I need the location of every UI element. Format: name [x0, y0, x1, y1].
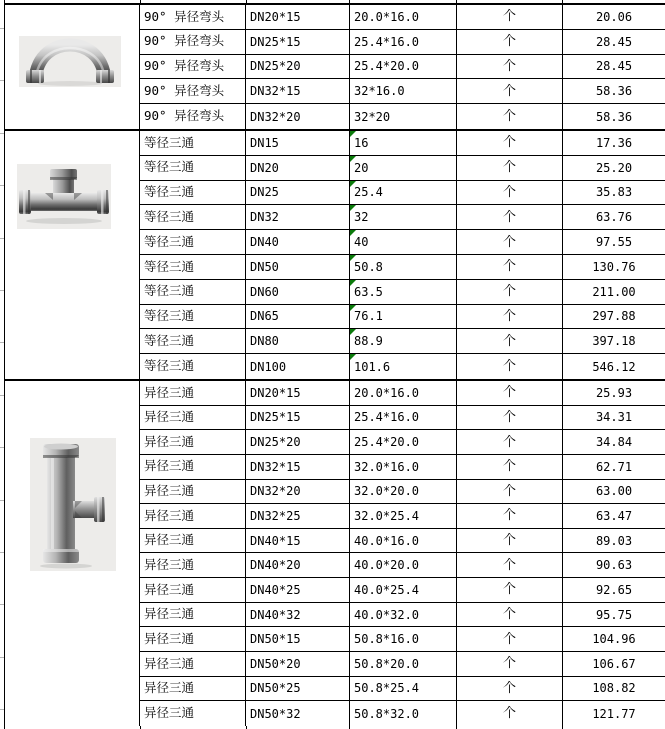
- product-name-cell[interactable]: 异径三通: [140, 603, 246, 627]
- product-name-cell[interactable]: 异径三通: [140, 578, 246, 602]
- price-cell[interactable]: 20.06: [595, 9, 633, 24]
- price-cell[interactable]: 90.63: [595, 558, 633, 573]
- spec-cell[interactable]: 40.0*16.0: [350, 529, 457, 553]
- product-name-cell[interactable]: 90° 异径弯头: [140, 5, 246, 29]
- spec-cell[interactable]: 20.0*16.0: [350, 381, 457, 405]
- product-name-cell[interactable]: 等径三通: [140, 280, 246, 304]
- section-rows: [140, 381, 665, 726]
- table-row: [140, 553, 665, 578]
- table-row: [140, 529, 665, 554]
- spec-cell[interactable]: 101.6: [350, 354, 457, 379]
- model-cell[interactable]: DN25*15: [246, 406, 350, 430]
- product-name-cell[interactable]: 等径三通: [140, 230, 246, 254]
- table-row: [140, 305, 665, 330]
- model-cell[interactable]: DN50*25: [246, 677, 350, 701]
- section-rows: [140, 131, 665, 379]
- price-cell[interactable]: 17.36: [595, 135, 633, 150]
- unit-cell[interactable]: 个: [457, 529, 563, 553]
- spec-cell[interactable]: 40: [350, 230, 457, 254]
- table-row: [140, 131, 665, 156]
- model-cell[interactable]: DN40*20: [246, 553, 350, 577]
- model-cell[interactable]: DN20: [246, 156, 350, 180]
- spec-cell[interactable]: 25.4*16.0: [350, 406, 457, 430]
- unit-cell[interactable]: 个: [457, 578, 563, 602]
- spec-cell[interactable]: 50.8*32.0: [350, 701, 457, 726]
- unit-cell[interactable]: 个: [457, 131, 563, 155]
- unit-cell[interactable]: 个: [457, 104, 563, 129]
- price-cell[interactable]: 89.03: [595, 533, 633, 548]
- product-name-cell[interactable]: 90° 异径弯头: [140, 79, 246, 103]
- table-row: [140, 430, 665, 455]
- unit-cell[interactable]: 个: [457, 255, 563, 279]
- product-name-cell[interactable]: 异径三通: [140, 652, 246, 676]
- product-name-cell[interactable]: 异径三通: [140, 430, 246, 454]
- unit-cell[interactable]: 个: [457, 280, 563, 304]
- product-name-cell[interactable]: 等径三通: [140, 205, 246, 229]
- product-name-cell[interactable]: 等径三通: [140, 354, 246, 379]
- spec-cell[interactable]: 20.0*16.0: [350, 5, 457, 29]
- product-name-cell[interactable]: 等径三通: [140, 156, 246, 180]
- table-row: [140, 255, 665, 280]
- unit-cell[interactable]: 个: [457, 381, 563, 405]
- spec-cell[interactable]: 40.0*20.0: [350, 553, 457, 577]
- product-photo-equal-tee[interactable]: [17, 164, 111, 229]
- price-cell[interactable]: 28.45: [595, 59, 633, 74]
- spec-cell[interactable]: 50.8*16.0: [350, 627, 457, 651]
- table-row: [140, 79, 665, 104]
- unit-cell[interactable]: 个: [457, 701, 563, 726]
- unit-cell[interactable]: 个: [457, 329, 563, 353]
- price-cell[interactable]: 97.55: [595, 235, 633, 250]
- unit-cell[interactable]: 个: [457, 627, 563, 651]
- table-row: [140, 381, 665, 406]
- product-name-cell[interactable]: 等径三通: [140, 181, 246, 205]
- product-name-cell[interactable]: 异径三通: [140, 553, 246, 577]
- price-cell[interactable]: 95.75: [595, 607, 633, 622]
- model-cell[interactable]: DN50*32: [246, 701, 350, 726]
- price-cell[interactable]: 297.88: [592, 309, 636, 324]
- table-row: [140, 578, 665, 603]
- empty-cell: [350, 0, 457, 3]
- product-name-cell[interactable]: 异径三通: [140, 677, 246, 701]
- model-cell[interactable]: DN25*20: [246, 55, 350, 79]
- price-cell[interactable]: 63.00: [595, 484, 633, 499]
- model-cell[interactable]: DN32: [246, 205, 350, 229]
- price-cell[interactable]: 108.82: [592, 681, 636, 696]
- spec-cell[interactable]: 32: [350, 205, 457, 229]
- unit-cell[interactable]: 个: [457, 430, 563, 454]
- price-cell[interactable]: 121.77: [592, 706, 636, 721]
- model-cell[interactable]: DN25*15: [246, 30, 350, 54]
- product-image-cell[interactable]: [5, 131, 140, 379]
- price-cell[interactable]: 211.00: [592, 284, 636, 299]
- spec-cell[interactable]: 40.0*32.0: [350, 603, 457, 627]
- product-name-cell[interactable]: 异径三通: [140, 480, 246, 504]
- unit-cell[interactable]: 个: [457, 480, 563, 504]
- model-cell[interactable]: DN20*15: [246, 381, 350, 405]
- spec-cell[interactable]: 32.0*25.4: [350, 504, 457, 528]
- unit-cell[interactable]: 个: [457, 5, 563, 29]
- table-row: [140, 504, 665, 529]
- product-name-cell[interactable]: 90° 异径弯头: [140, 30, 246, 54]
- table-row: [140, 30, 665, 55]
- price-cell[interactable]: 34.84: [595, 435, 633, 450]
- model-cell[interactable]: DN40*25: [246, 578, 350, 602]
- product-name-cell[interactable]: 等径三通: [140, 131, 246, 155]
- table-row: [140, 230, 665, 255]
- unit-cell[interactable]: 个: [457, 79, 563, 103]
- product-name-cell[interactable]: 90° 异径弯头: [140, 55, 246, 79]
- spec-cell[interactable]: 32*16.0: [350, 79, 457, 103]
- empty-cell: [457, 0, 563, 3]
- model-cell[interactable]: DN60: [246, 280, 350, 304]
- unit-cell[interactable]: 个: [457, 354, 563, 379]
- reducing-tee-photo-image: [30, 438, 116, 571]
- table-row: [140, 455, 665, 480]
- section-rows: [140, 5, 665, 129]
- product-name-cell[interactable]: 异径三通: [140, 406, 246, 430]
- price-table: [4, 0, 665, 729]
- spec-cell[interactable]: 25.4*20.0: [350, 55, 457, 79]
- spec-cell[interactable]: 32.0*20.0: [350, 480, 457, 504]
- product-name-cell[interactable]: 异径三通: [140, 701, 246, 726]
- model-cell[interactable]: DN50*15: [246, 627, 350, 651]
- spec-cell[interactable]: 63.5: [350, 280, 457, 304]
- model-cell[interactable]: DN40: [246, 230, 350, 254]
- table-body: [5, 3, 665, 726]
- price-cell[interactable]: 63.76: [595, 210, 633, 225]
- table-row: [140, 55, 665, 80]
- spec-cell[interactable]: 20: [350, 156, 457, 180]
- spec-cell[interactable]: 40.0*25.4: [350, 578, 457, 602]
- product-section-equal-tee: [5, 129, 665, 379]
- spec-cell[interactable]: 88.9: [350, 329, 457, 353]
- price-cell[interactable]: 104.96: [592, 632, 636, 647]
- price-cell[interactable]: 58.36: [595, 84, 633, 99]
- table-row: [140, 104, 665, 129]
- empty-cell: [5, 0, 141, 3]
- table-row: [140, 677, 665, 702]
- unit-cell[interactable]: 个: [457, 305, 563, 329]
- product-image-cell[interactable]: [5, 5, 140, 129]
- product-image-cell[interactable]: [5, 381, 140, 726]
- table-row: [140, 354, 665, 379]
- partial-row-top: [5, 0, 665, 3]
- product-name-cell[interactable]: 异径三通: [140, 529, 246, 553]
- model-cell[interactable]: DN20*15: [246, 5, 350, 29]
- table-row: [140, 329, 665, 354]
- unit-cell[interactable]: 个: [457, 406, 563, 430]
- model-cell[interactable]: DN40*32: [246, 603, 350, 627]
- model-cell[interactable]: DN32*15: [246, 455, 350, 479]
- unit-cell[interactable]: 个: [457, 455, 563, 479]
- spec-cell[interactable]: 25.4: [350, 181, 457, 205]
- price-cell[interactable]: 25.93: [595, 385, 633, 400]
- model-cell[interactable]: DN32*25: [246, 504, 350, 528]
- price-cell[interactable]: 62.71: [595, 459, 633, 474]
- product-section-reducing-tee: [5, 379, 665, 726]
- unit-cell[interactable]: 个: [457, 230, 563, 254]
- model-cell[interactable]: DN25: [246, 181, 350, 205]
- unit-cell[interactable]: 个: [457, 181, 563, 205]
- spec-cell[interactable]: 50.8: [350, 255, 457, 279]
- table-row: [140, 652, 665, 677]
- unit-cell[interactable]: 个: [457, 156, 563, 180]
- empty-cell: [141, 0, 247, 3]
- model-cell[interactable]: DN32*20: [246, 480, 350, 504]
- spec-cell[interactable]: 16: [350, 131, 457, 155]
- product-name-cell[interactable]: 异径三通: [140, 504, 246, 528]
- product-name-cell[interactable]: 等径三通: [140, 255, 246, 279]
- product-name-cell[interactable]: 异径三通: [140, 381, 246, 405]
- product-name-cell[interactable]: 等径三通: [140, 305, 246, 329]
- unit-cell[interactable]: 个: [457, 603, 563, 627]
- table-row: [140, 205, 665, 230]
- unit-cell[interactable]: 个: [457, 677, 563, 701]
- price-cell[interactable]: 130.76: [592, 259, 636, 274]
- model-cell[interactable]: DN50: [246, 255, 350, 279]
- price-cell[interactable]: 58.36: [595, 109, 633, 124]
- elbow-90-photo-image: [19, 36, 121, 87]
- price-cell[interactable]: 35.83: [595, 185, 633, 200]
- price-cell[interactable]: 63.47: [595, 508, 633, 523]
- spec-cell[interactable]: 25.4*16.0: [350, 30, 457, 54]
- unit-cell[interactable]: 个: [457, 504, 563, 528]
- empty-cell: [247, 0, 351, 3]
- price-cell[interactable]: 106.67: [592, 656, 636, 671]
- price-cell[interactable]: 397.18: [592, 334, 636, 349]
- spec-cell[interactable]: 50.8*20.0: [350, 652, 457, 676]
- unit-cell[interactable]: 个: [457, 30, 563, 54]
- price-cell[interactable]: 25.20: [595, 160, 633, 175]
- table-row: [140, 406, 665, 431]
- equal-tee-photo-image: [17, 164, 111, 229]
- model-cell[interactable]: DN40*15: [246, 529, 350, 553]
- product-name-cell[interactable]: 等径三通: [140, 329, 246, 353]
- price-cell[interactable]: 546.12: [592, 359, 636, 374]
- product-photo-elbow-90[interactable]: [19, 36, 121, 87]
- price-cell[interactable]: 92.65: [595, 582, 633, 597]
- model-cell[interactable]: DN65: [246, 305, 350, 329]
- table-row: [140, 156, 665, 181]
- price-cell[interactable]: 28.45: [595, 34, 633, 49]
- product-photo-reducing-tee[interactable]: [30, 438, 116, 571]
- table-row: [140, 5, 665, 30]
- model-cell[interactable]: DN50*20: [246, 652, 350, 676]
- price-cell[interactable]: 34.31: [595, 410, 633, 425]
- product-name-cell[interactable]: 异径三通: [140, 455, 246, 479]
- product-name-cell[interactable]: 90° 异径弯头: [140, 104, 246, 129]
- spec-cell[interactable]: 32*20: [350, 104, 457, 129]
- product-name-cell[interactable]: 异径三通: [140, 627, 246, 651]
- product-section-elbow-90: [5, 3, 665, 129]
- model-cell[interactable]: DN32*15: [246, 79, 350, 103]
- table-row: [140, 627, 665, 652]
- spec-cell[interactable]: 76.1: [350, 305, 457, 329]
- table-row: [140, 701, 665, 726]
- unit-cell[interactable]: 个: [457, 553, 563, 577]
- model-cell[interactable]: DN80: [246, 329, 350, 353]
- model-cell[interactable]: DN32*20: [246, 104, 350, 129]
- empty-cell: [563, 0, 665, 3]
- unit-cell[interactable]: 个: [457, 55, 563, 79]
- model-cell[interactable]: DN100: [246, 354, 350, 379]
- table-row: [140, 480, 665, 505]
- unit-cell[interactable]: 个: [457, 652, 563, 676]
- table-row: [140, 181, 665, 206]
- model-cell[interactable]: DN25*20: [246, 430, 350, 454]
- table-row: [140, 603, 665, 628]
- unit-cell[interactable]: 个: [457, 205, 563, 229]
- spec-cell[interactable]: 32.0*16.0: [350, 455, 457, 479]
- table-row: [140, 280, 665, 305]
- spec-cell[interactable]: 25.4*20.0: [350, 430, 457, 454]
- model-cell[interactable]: DN15: [246, 131, 350, 155]
- spec-cell[interactable]: 50.8*25.4: [350, 677, 457, 701]
